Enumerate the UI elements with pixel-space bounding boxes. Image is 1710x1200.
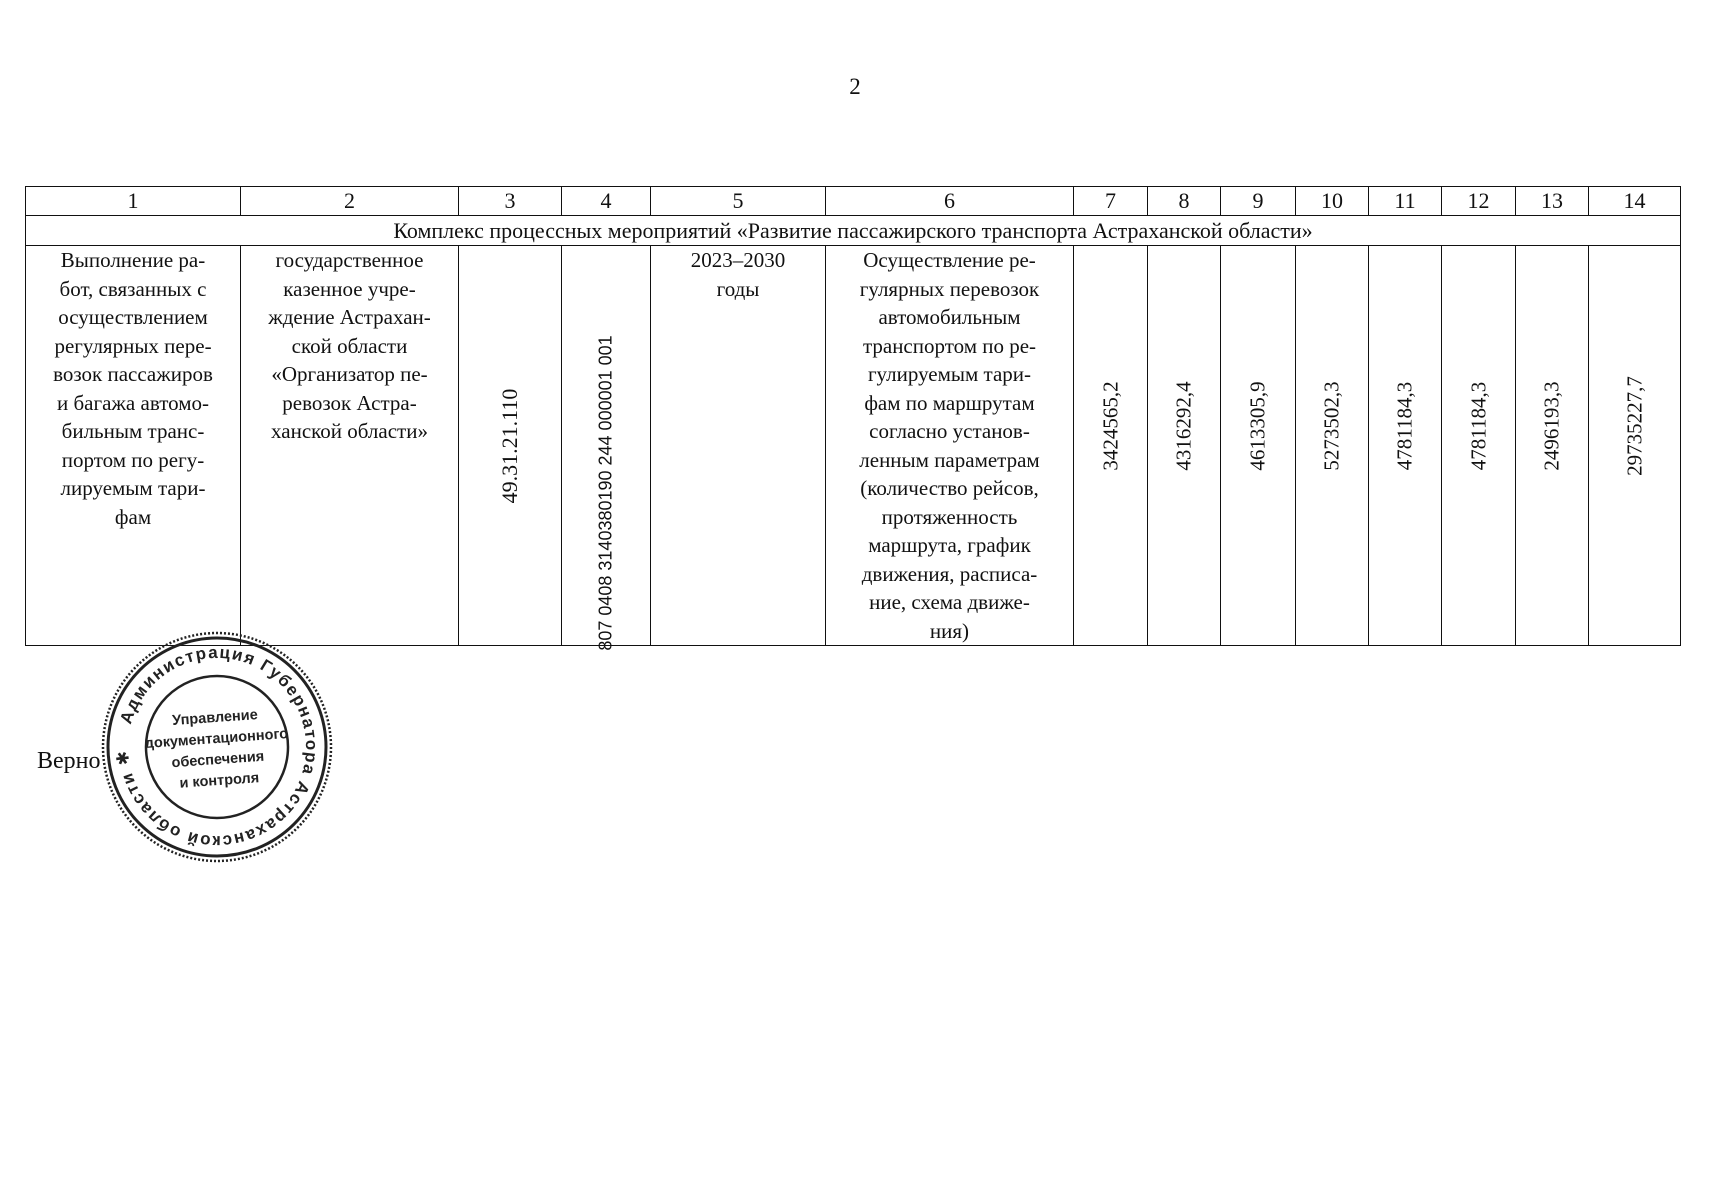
- column-number-11: 11: [1369, 187, 1442, 216]
- official-seal: [100, 630, 334, 864]
- executor-line: ждение Астрахан-: [268, 305, 431, 329]
- work-name-line: регулярных пере-: [54, 333, 212, 358]
- value-7: 3424565,2: [1098, 380, 1122, 471]
- work-name-line: осуществлением: [58, 305, 208, 329]
- description-line: ленным параметрам: [859, 447, 1040, 472]
- column-number-2: 2: [241, 187, 459, 216]
- work-name-cell: [26, 246, 241, 646]
- description-line: гулярных перевозок: [859, 276, 1040, 301]
- seal-inner-line: обеспечения: [171, 748, 265, 772]
- section-title: Комплекс процессных мероприятий «Развитие пассажирского транспорта Астраханской области»: [26, 216, 1681, 246]
- column-number-14: 14: [1589, 187, 1681, 216]
- value-cell-11: [1369, 246, 1442, 646]
- column-number-10: 10: [1296, 187, 1369, 216]
- seal-inner-line: Управление: [171, 707, 259, 730]
- executor-line: государственное: [275, 248, 424, 272]
- work-name-line: Выполнение ра-: [60, 248, 206, 272]
- column-number-5: 5: [651, 187, 826, 216]
- value-14: 29735227,7: [1622, 375, 1646, 476]
- work-name-line: бильным транс-: [61, 419, 205, 443]
- value-12: 4781184,3: [1466, 381, 1490, 470]
- column-number-6: 6: [826, 187, 1074, 216]
- value-13: 2496193,3: [1539, 380, 1564, 471]
- period-line: годы: [716, 276, 760, 301]
- column-number-9: 9: [1221, 187, 1296, 216]
- executor-line: ревозок Астра-: [282, 390, 417, 415]
- description-line: согласно установ-: [869, 419, 1030, 443]
- value-cell-8: [1148, 246, 1221, 646]
- column-number-12: 12: [1442, 187, 1516, 216]
- executor-line: казенное учре-: [283, 276, 416, 301]
- page-number: 2: [849, 74, 861, 99]
- column-number-3: 3: [459, 187, 562, 216]
- description-line: движения, расписа-: [861, 561, 1038, 586]
- executor-line: ской области: [291, 333, 408, 358]
- description-cell: [826, 246, 1074, 646]
- description-line: протяженность: [881, 504, 1018, 529]
- value-10: 5273502,3: [1319, 380, 1344, 471]
- column-number-1: 1: [26, 187, 241, 216]
- seal-outer-dotted-ring: [103, 633, 331, 861]
- description-line: гулируемым тари-: [867, 362, 1032, 386]
- work-name-line: бот, связанных с: [59, 276, 207, 301]
- work-name-line: возок пассажиров: [53, 362, 213, 386]
- description-line: фам по маршрутам: [864, 390, 1035, 415]
- activities-table: [25, 186, 1681, 652]
- work-name-line: портом по регу-: [61, 447, 205, 472]
- seal-outer-text: Администрация Губернатора Астраханской области ✱: [112, 642, 322, 852]
- description-line: транспортом по ре-: [862, 333, 1037, 358]
- value-cell-9: [1221, 246, 1296, 646]
- value-8: 4316292,4: [1171, 380, 1196, 471]
- work-name-line: фам: [114, 504, 152, 529]
- description-line: (количество рейсов,: [860, 476, 1039, 500]
- value-cell-10: [1296, 246, 1369, 646]
- column-number-8: 8: [1148, 187, 1221, 216]
- value-cell-7: [1074, 246, 1148, 646]
- description-line: ние, схема движе-: [869, 590, 1030, 614]
- table-row: [26, 246, 1681, 646]
- value-cell-14: [1589, 246, 1681, 646]
- value-11: 4781184,3: [1392, 381, 1417, 470]
- seal-inner-line: и контроля: [179, 770, 260, 792]
- work-name-line: и багажа автомо-: [56, 390, 209, 415]
- value-cell-12: [1442, 246, 1516, 646]
- seal-outer-ring: [108, 638, 326, 856]
- seal-inner-line: документационного: [144, 726, 289, 753]
- column-number-row: [26, 187, 1681, 216]
- description-line: автомобильным: [878, 305, 1021, 329]
- value-cell-13: [1516, 246, 1589, 646]
- description-line: Осуществление ре-: [863, 248, 1036, 272]
- okved-cell: [459, 246, 562, 646]
- column-number-13: 13: [1516, 187, 1589, 216]
- okved-code: 49.31.21.110: [497, 388, 522, 503]
- verno-label: Верно: [37, 748, 101, 774]
- budget-code: 807 0408 3140380190 244 000001 001: [595, 335, 616, 652]
- executor-line: «Организатор пе-: [271, 362, 428, 386]
- work-name-line: лируемым тари-: [60, 476, 206, 500]
- period-cell: [651, 246, 826, 646]
- executor-line: ханской области»: [271, 419, 428, 443]
- period-line: 2023–2030: [690, 248, 786, 272]
- description-line: маршрута, график: [868, 533, 1031, 557]
- section-title-row: [26, 216, 1681, 246]
- description-line: ния): [929, 618, 970, 643]
- executor-cell: [241, 246, 459, 646]
- column-number-7: 7: [1074, 187, 1148, 216]
- value-9: 4613305,9: [1245, 380, 1270, 471]
- column-number-4: 4: [562, 187, 651, 216]
- budget-code-cell: [562, 246, 651, 652]
